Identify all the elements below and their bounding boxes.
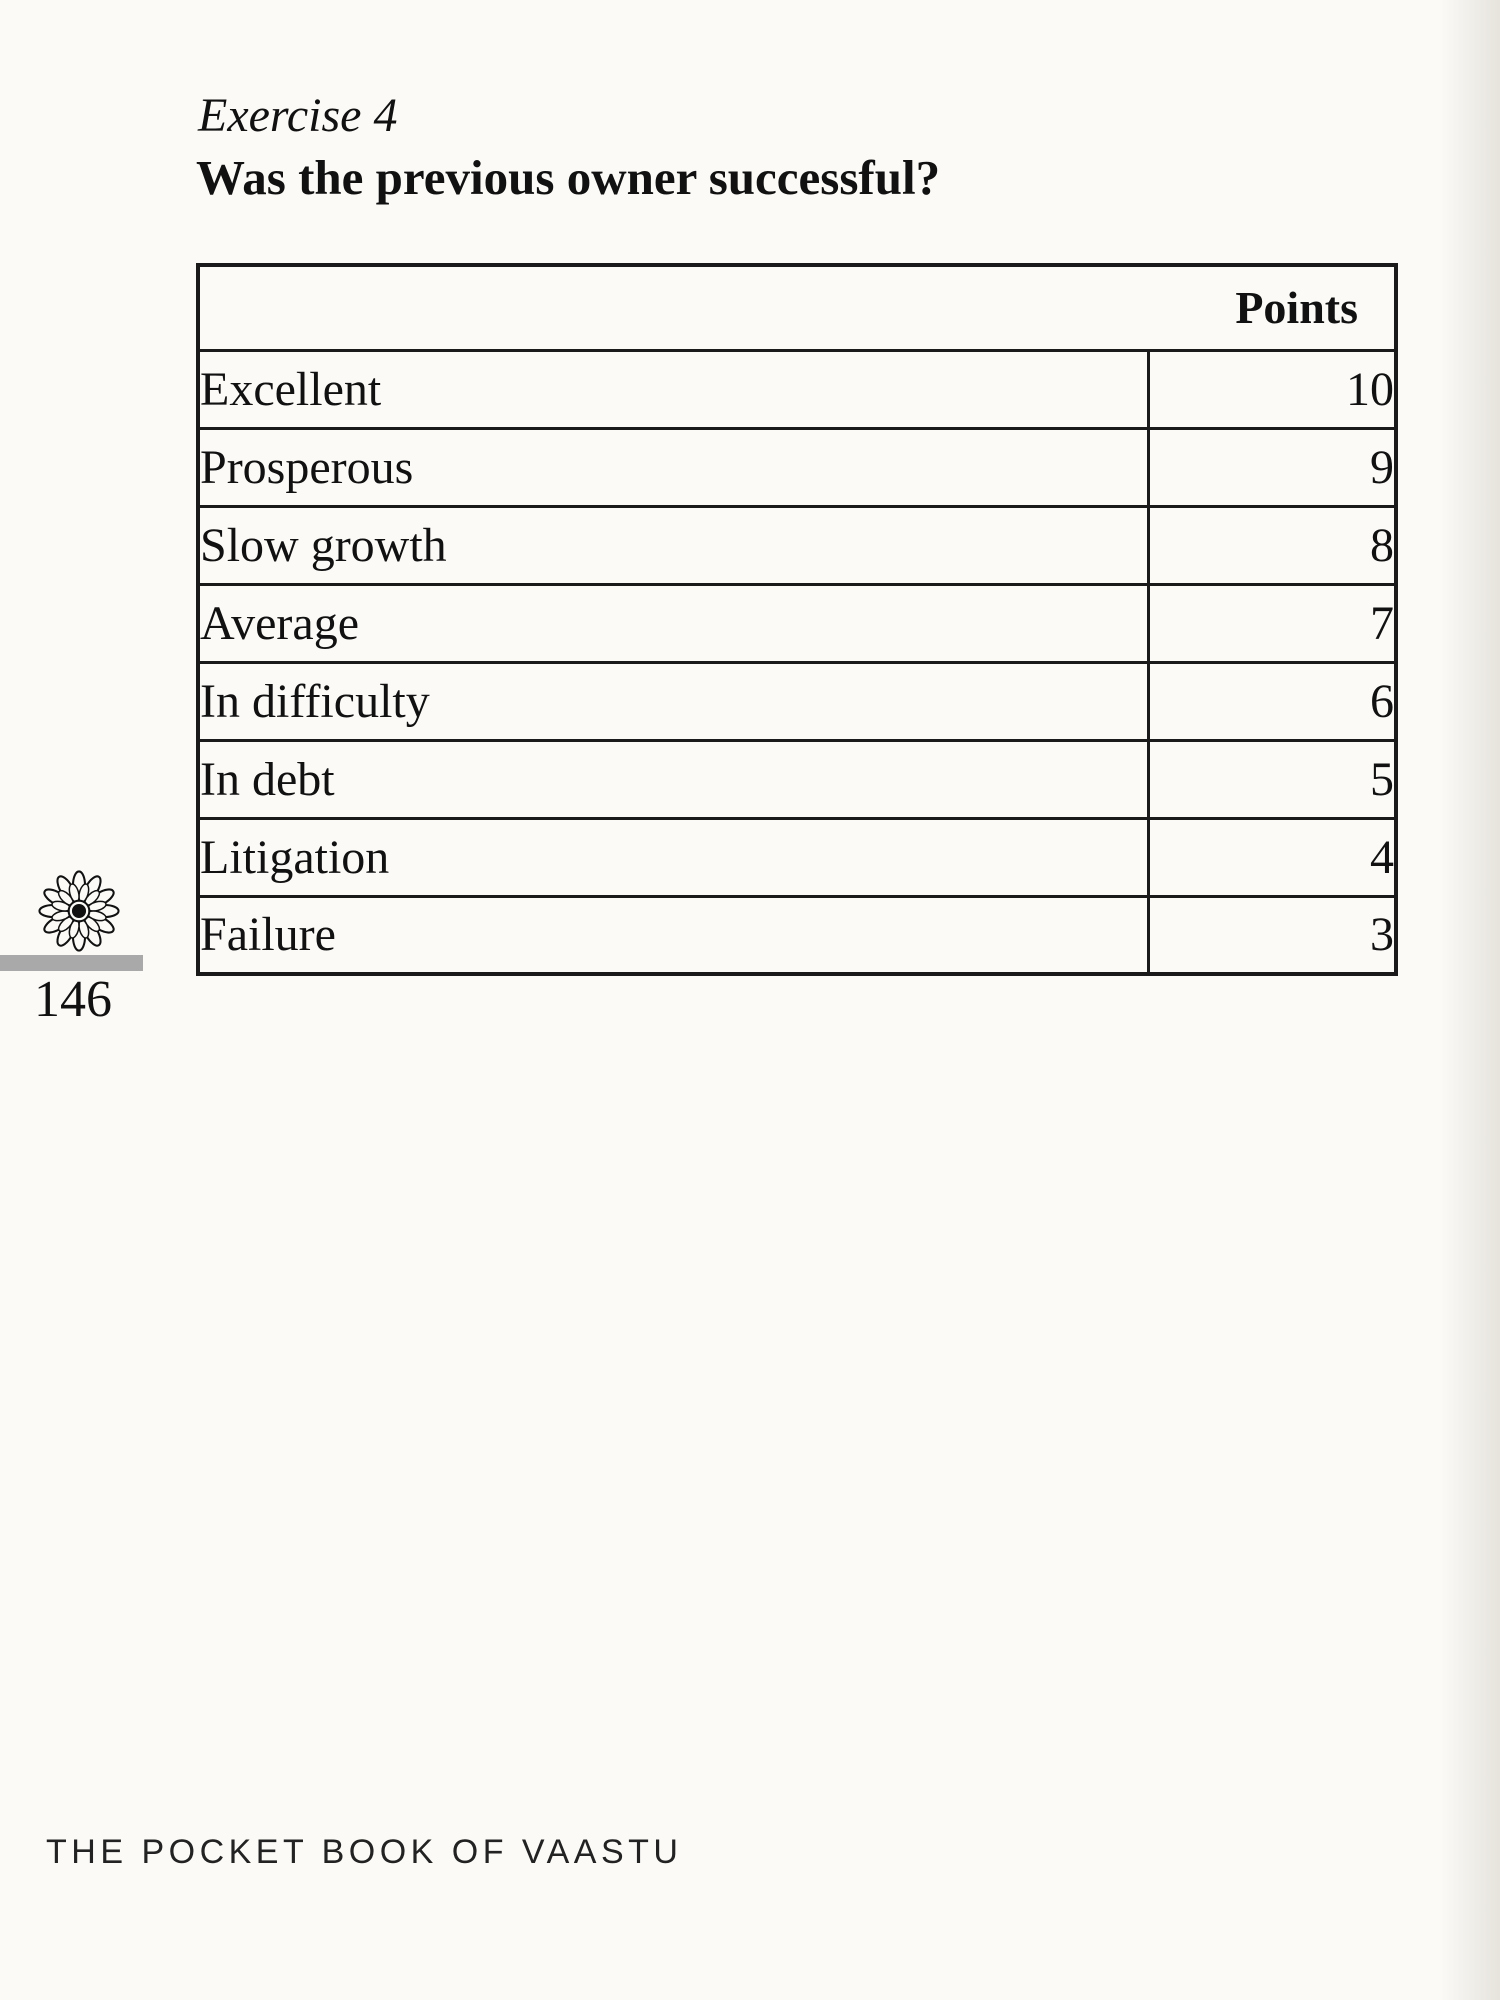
row-label: Excellent xyxy=(198,350,1148,428)
row-label: Slow growth xyxy=(198,506,1148,584)
flower-icon xyxy=(36,868,122,954)
table-row xyxy=(198,896,1396,974)
row-label: Average xyxy=(198,584,1148,662)
exercise-question: Was the previous owner successful? xyxy=(196,150,941,205)
row-points: 7 xyxy=(1148,584,1396,662)
row-points: 5 xyxy=(1148,740,1396,818)
table-row xyxy=(198,818,1396,896)
running-footer: THE POCKET BOOK OF VAASTU xyxy=(46,1833,683,1871)
row-label: Failure xyxy=(198,896,1148,974)
header-points-cell: Points xyxy=(1148,265,1396,350)
exercise-label: Exercise 4 xyxy=(198,89,398,142)
table-row xyxy=(198,740,1396,818)
row-points: 10 xyxy=(1148,350,1396,428)
scoring-table xyxy=(196,263,1398,976)
table-row xyxy=(198,428,1396,506)
row-points: 8 xyxy=(1148,506,1396,584)
row-label: Prosperous xyxy=(198,428,1148,506)
page-edge-shadow xyxy=(1440,0,1500,2000)
page-number: 146 xyxy=(34,971,112,1028)
row-points: 4 xyxy=(1148,818,1396,896)
table-row xyxy=(198,584,1396,662)
header-label-cell xyxy=(198,265,1148,350)
row-points: 3 xyxy=(1148,896,1396,974)
row-label: In debt xyxy=(198,740,1148,818)
table-row xyxy=(198,662,1396,740)
row-label: Litigation xyxy=(198,818,1148,896)
row-label: In difficulty xyxy=(198,662,1148,740)
page-number-bar xyxy=(0,955,143,971)
table-row xyxy=(198,506,1396,584)
row-points: 6 xyxy=(1148,662,1396,740)
table-header-row xyxy=(198,265,1396,350)
row-points: 9 xyxy=(1148,428,1396,506)
table-row xyxy=(198,350,1396,428)
